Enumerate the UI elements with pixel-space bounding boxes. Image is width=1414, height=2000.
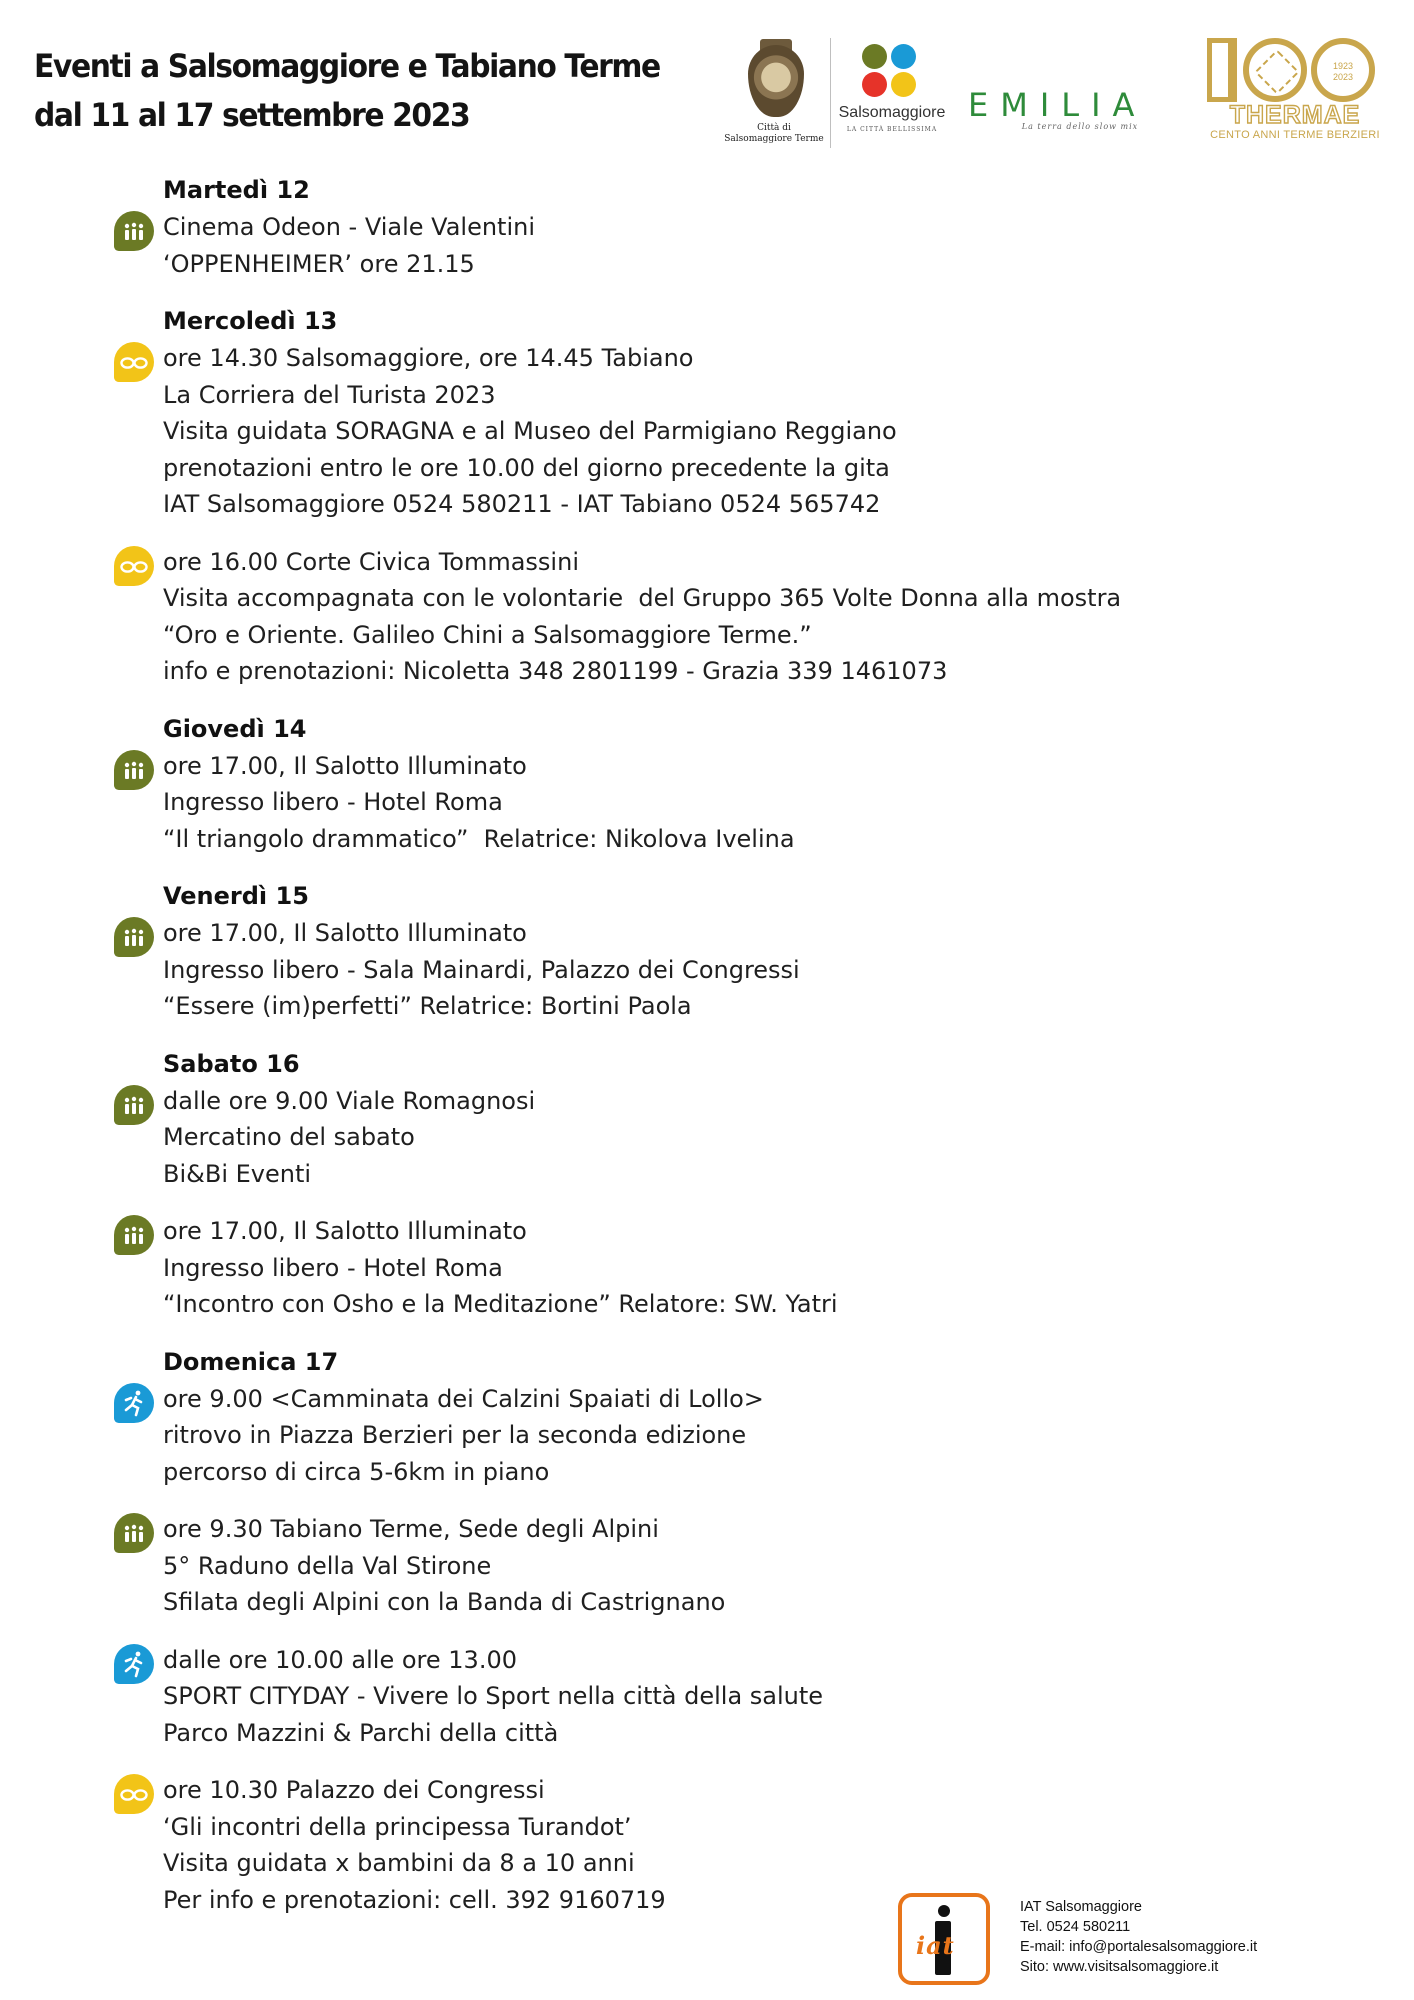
day-title: Venerdì 15 (163, 882, 309, 910)
event-line: ‘OPPENHEIMER’ ore 21.15 (163, 249, 475, 278)
event-line: ore 16.00 Corte Civica Tommassini (163, 547, 579, 576)
event-line: ‘Gli incontri della principessa Turandot’ (163, 1812, 632, 1841)
event-item (0, 340, 1414, 523)
day-title: Mercoledì 13 (163, 307, 338, 335)
event-line: Per info e prenotazioni: cell. 392 9160719 (163, 1885, 666, 1914)
contact-email[interactable]: E-mail: info@portalesalsomaggiore.it (1020, 1939, 1258, 1955)
runner-icon (114, 1383, 154, 1423)
event-line: ritrovo in Piazza Berzieri per la seconda edizione (163, 1421, 747, 1449)
event-line: Visita accompagnata con le volontarie del Gruppo 365 Volte Donna alla mostra (163, 584, 1122, 612)
event-line: ore 17.00, Il Salotto Illuminato (163, 919, 527, 947)
day-section (0, 303, 1414, 690)
event-line: ore 9.30 Tabiano Terme, Sede degli Alpini (163, 1515, 659, 1543)
salsomaggiore-logo (832, 44, 952, 149)
emilia-logo-word: EMILIA (968, 86, 1147, 124)
salsomaggiore-logo-name: Salsomaggiore (838, 104, 946, 121)
day-section (0, 1046, 1414, 1323)
contact-name: IAT Salsomaggiore (1020, 1899, 1142, 1915)
event-line: percorso di circa 5-6km in piano (163, 1457, 550, 1486)
event-item (0, 1642, 1414, 1752)
event-line: ore 9.00 <Camminata dei Calzini Spaiati di Lollo> (163, 1384, 764, 1413)
crest-label (722, 123, 826, 145)
event-line: Bi&Bi Eventi (163, 1159, 312, 1188)
event-item (0, 748, 1414, 858)
contact-tel: Tel. 0524 580211 (1020, 1919, 1131, 1935)
glasses-icon (114, 546, 154, 586)
event-line: ore 14.30 Salsomaggiore, ore 14.45 Tabiano (163, 344, 694, 372)
event-item (0, 544, 1414, 690)
glasses-icon (114, 342, 154, 382)
event-line: prenotazioni entro le ore 10.00 del giorno precedente la gita (163, 453, 890, 482)
emilia-logo-tagline: La terra dello slow mix (1021, 122, 1139, 131)
city-crest-logo (722, 41, 826, 149)
event-line: Ingresso libero - Sala Mainardi, Palazzo dei Congressi (163, 955, 800, 984)
event-line: “Incontro con Osho e la Meditazione” Relatore: SW. Yatri (163, 1290, 838, 1318)
emilia-logo (968, 88, 1192, 138)
day-section (0, 1344, 1414, 1919)
thermae-year-end: 2023 (1332, 72, 1354, 82)
event-item (0, 1511, 1414, 1621)
thermae-digit-zero-2 (1311, 38, 1375, 102)
day-title: Sabato 16 (163, 1049, 300, 1078)
day-section (0, 172, 1414, 282)
day-title: Martedì 12 (163, 176, 310, 204)
culture-icon (114, 750, 154, 790)
iat-logo (898, 1893, 990, 1985)
day-section (0, 711, 1414, 858)
event-item (0, 1381, 1414, 1491)
smile-bubble-icon (862, 72, 887, 97)
event-line: Sfilata degli Alpini con la Banda di Castrignano (163, 1588, 726, 1616)
logo-strip (0, 36, 1414, 156)
event-line: ore 10.30 Palazzo dei Congressi (163, 1776, 545, 1804)
glasses-bubble-icon (891, 72, 916, 97)
event-line: “Essere (im)perfetti” Relatrice: Bortini Paola (163, 992, 692, 1020)
thermae-years (1317, 61, 1369, 83)
events-list (0, 172, 1414, 1939)
thermae-year-start: 1923 (1332, 61, 1354, 71)
event-line: IAT Salsomaggiore 0524 580211 - IAT Tabiano 0524 565742 (163, 490, 881, 518)
event-line: “Oro e Oriente. Galileo Chini a Salsomaggiore Terme.” (163, 620, 812, 649)
logo-divider (830, 38, 831, 148)
event-item (0, 915, 1414, 1025)
culture-bubble-icon (862, 44, 887, 69)
crest-shield-icon (748, 45, 804, 117)
iat-logo-word: iat (916, 1931, 955, 1960)
culture-icon (114, 1513, 154, 1553)
event-line: SPORT CITYDAY - Vivere lo Sport nella città della salute (163, 1682, 824, 1710)
event-line: Ingresso libero - Hotel Roma (163, 788, 503, 816)
event-line: “Il triangolo drammatico” Relatrice: Nikolova Ivelina (163, 824, 795, 853)
salsomaggiore-logo-tagline: LA CITTÀ BELLISSIMA (846, 126, 938, 133)
crest-label-line2: Salsomaggiore Terme (724, 134, 824, 144)
glasses-icon (114, 1774, 154, 1814)
event-line: Ingresso libero - Hotel Roma (163, 1253, 503, 1282)
crest-label-line1: Città di (757, 123, 791, 133)
event-line: info e prenotazioni: Nicoletta 348 2801199 - Grazia 339 1461073 (163, 657, 948, 685)
event-line: Cinema Odeon - Viale Valentini (163, 213, 536, 241)
culture-icon (114, 1215, 154, 1255)
event-line: Parco Mazzini & Parchi della città (163, 1718, 559, 1747)
event-line: ore 17.00, Il Salotto Illuminato (163, 751, 527, 780)
iat-contact-block (1020, 1897, 1257, 1977)
runner-icon (114, 1644, 154, 1684)
event-line: La Corriera del Turista 2023 (163, 380, 496, 409)
thermae-logo-word: THERMAE (1229, 101, 1361, 129)
day-title: Domenica 17 (163, 1347, 339, 1376)
thermae-logo-subtitle: CENTO ANNI TERME BERZIERI (1210, 129, 1380, 141)
event-item (0, 209, 1414, 282)
event-line: dalle ore 9.00 Viale Romagnosi (163, 1086, 536, 1115)
event-line: ore 17.00, Il Salotto Illuminato (163, 1217, 527, 1245)
day-title: Giovedì 14 (163, 714, 307, 743)
page-title-line1: Eventi a Salsomaggiore e Tabiano Terme (34, 47, 660, 85)
event-line: dalle ore 10.00 alle ore 13.00 (163, 1645, 517, 1674)
sport-bubble-icon (891, 44, 916, 69)
event-item (0, 1213, 1414, 1323)
thermae-digit-zero-1 (1243, 38, 1307, 102)
event-line: 5° Raduno della Val Stirone (163, 1551, 492, 1580)
event-line: Mercatino del sabato (163, 1123, 415, 1151)
thermae-100-logo (1205, 36, 1385, 148)
thermae-digit-one (1207, 38, 1237, 102)
event-line: Visita guidata x bambini da 8 a 10 anni (163, 1849, 635, 1877)
event-item (0, 1083, 1414, 1193)
contact-website[interactable]: Sito: www.visitsalsomaggiore.it (1020, 1959, 1219, 1975)
culture-icon (114, 1085, 154, 1125)
culture-icon (114, 917, 154, 957)
culture-icon (114, 211, 154, 251)
iat-logo-dot (938, 1905, 950, 1917)
day-section (0, 878, 1414, 1025)
event-line: Visita guidata SORAGNA e al Museo del Parmigiano Reggiano (163, 417, 897, 445)
page-title-line2: dal 11 al 17 settembre 2023 (34, 96, 470, 134)
